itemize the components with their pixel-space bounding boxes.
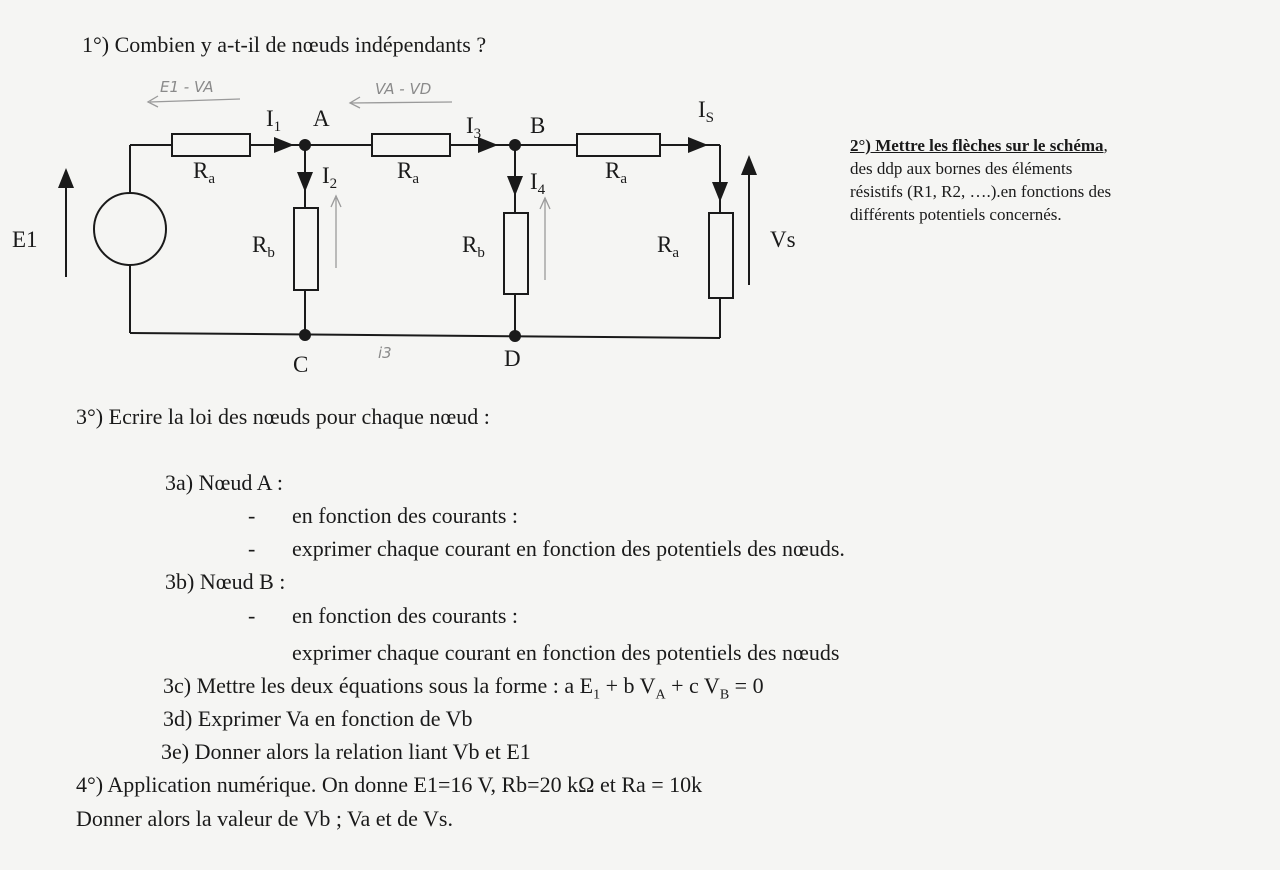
question-3b-item2: exprimer chaque courant en fonction des potentiels des nœuds <box>292 640 840 665</box>
label-ra-1: $R_a$ <box>193 158 216 187</box>
question-3b-title: 3b) Nœud B : <box>165 569 286 594</box>
question-2-line1: des ddp aux bornes des éléments <box>850 158 1073 178</box>
resistor-rb-2 <box>504 213 528 294</box>
label-rb-1: $R_b$ <box>252 232 275 261</box>
label-i3: $I_3$ <box>466 113 482 142</box>
question-2-comma: , <box>1103 136 1108 155</box>
handwritten-va-vd: VA - VD <box>375 80 432 98</box>
label-i1: $I_1$ <box>266 106 282 135</box>
label-ra-2: $R_a$ <box>397 158 420 187</box>
label-node-d: D <box>504 346 521 371</box>
question-3a-item1: en fonction des courants : <box>292 503 519 528</box>
label-ra-4: $R_a$ <box>657 232 680 261</box>
label-e1: E1 <box>12 227 38 252</box>
question-2 <box>850 135 1250 227</box>
question-3a-item2: exprimer chaque courant en fonction des potentiels des nœuds. <box>292 536 845 561</box>
label-node-c: C <box>293 352 309 377</box>
resistor-ra-2 <box>372 134 450 156</box>
resistor-ra-1 <box>172 134 250 156</box>
handwritten-i3-hint: i3 <box>378 344 392 362</box>
question-2-title: 2°) Mettre les flèches sur le schéma <box>850 136 1104 155</box>
node-d-dot <box>509 330 521 342</box>
label-is: $I_S$ <box>698 97 715 126</box>
resistor-ra-4 <box>709 213 733 298</box>
dash-3: - <box>248 603 256 628</box>
dash-2: - <box>248 536 256 561</box>
question-3c: 3c) Mettre les deux équations sous la forme : a $E_1 + b$ $V_A + c$ $V_B = 0$ <box>163 673 764 703</box>
dash-1: - <box>248 503 256 528</box>
question-2-line3: différents potentiels concernés. <box>850 204 1062 224</box>
label-i4: $I_4$ <box>530 169 546 198</box>
resistor-rb-1 <box>294 208 318 290</box>
node-b-dot <box>509 139 521 151</box>
question-3e: 3e) Donner alors la relation liant Vb et E1 <box>161 739 531 764</box>
question-2-line2: résistifs (R1, R2, ….).en fonctions des <box>850 181 1112 201</box>
question-4-line1: 4°) Application numérique. On donne E1=16 V, Rb=20 kΩ et Ra = 10k <box>76 772 703 797</box>
label-rb-2: $R_b$ <box>462 232 485 261</box>
label-node-b: B <box>530 113 546 138</box>
label-ra-3: $R_a$ <box>605 158 628 187</box>
label-i2: $I_2$ <box>322 163 338 192</box>
voltage-source-icon <box>94 193 166 265</box>
resistor-ra-3 <box>577 134 660 156</box>
circuit-wires <box>130 145 720 338</box>
question-3d: 3d) Exprimer Va en fonction de Vb <box>163 706 473 731</box>
node-a-dot <box>299 139 311 151</box>
pencil-arrow-2 <box>350 102 452 103</box>
question-4-line2: Donner alors la valeur de Vb ; Va et de Vs. <box>76 806 453 831</box>
question-1: 1°) Combien y a-t-il de nœuds indépendants ? <box>82 32 487 57</box>
label-vs: Vs <box>770 227 796 252</box>
label-node-a: A <box>313 106 330 131</box>
handwritten-e1-va: E1 - VA <box>160 78 214 96</box>
node-c-dot <box>299 329 311 341</box>
question-3a-title: 3a) Nœud A : <box>165 470 283 495</box>
pencil-arrow-1 <box>150 99 240 102</box>
question-3-title: 3°) Ecrire la loi des nœuds pour chaque nœud : <box>76 404 490 429</box>
question-3b-item1: en fonction des courants : <box>292 603 519 628</box>
